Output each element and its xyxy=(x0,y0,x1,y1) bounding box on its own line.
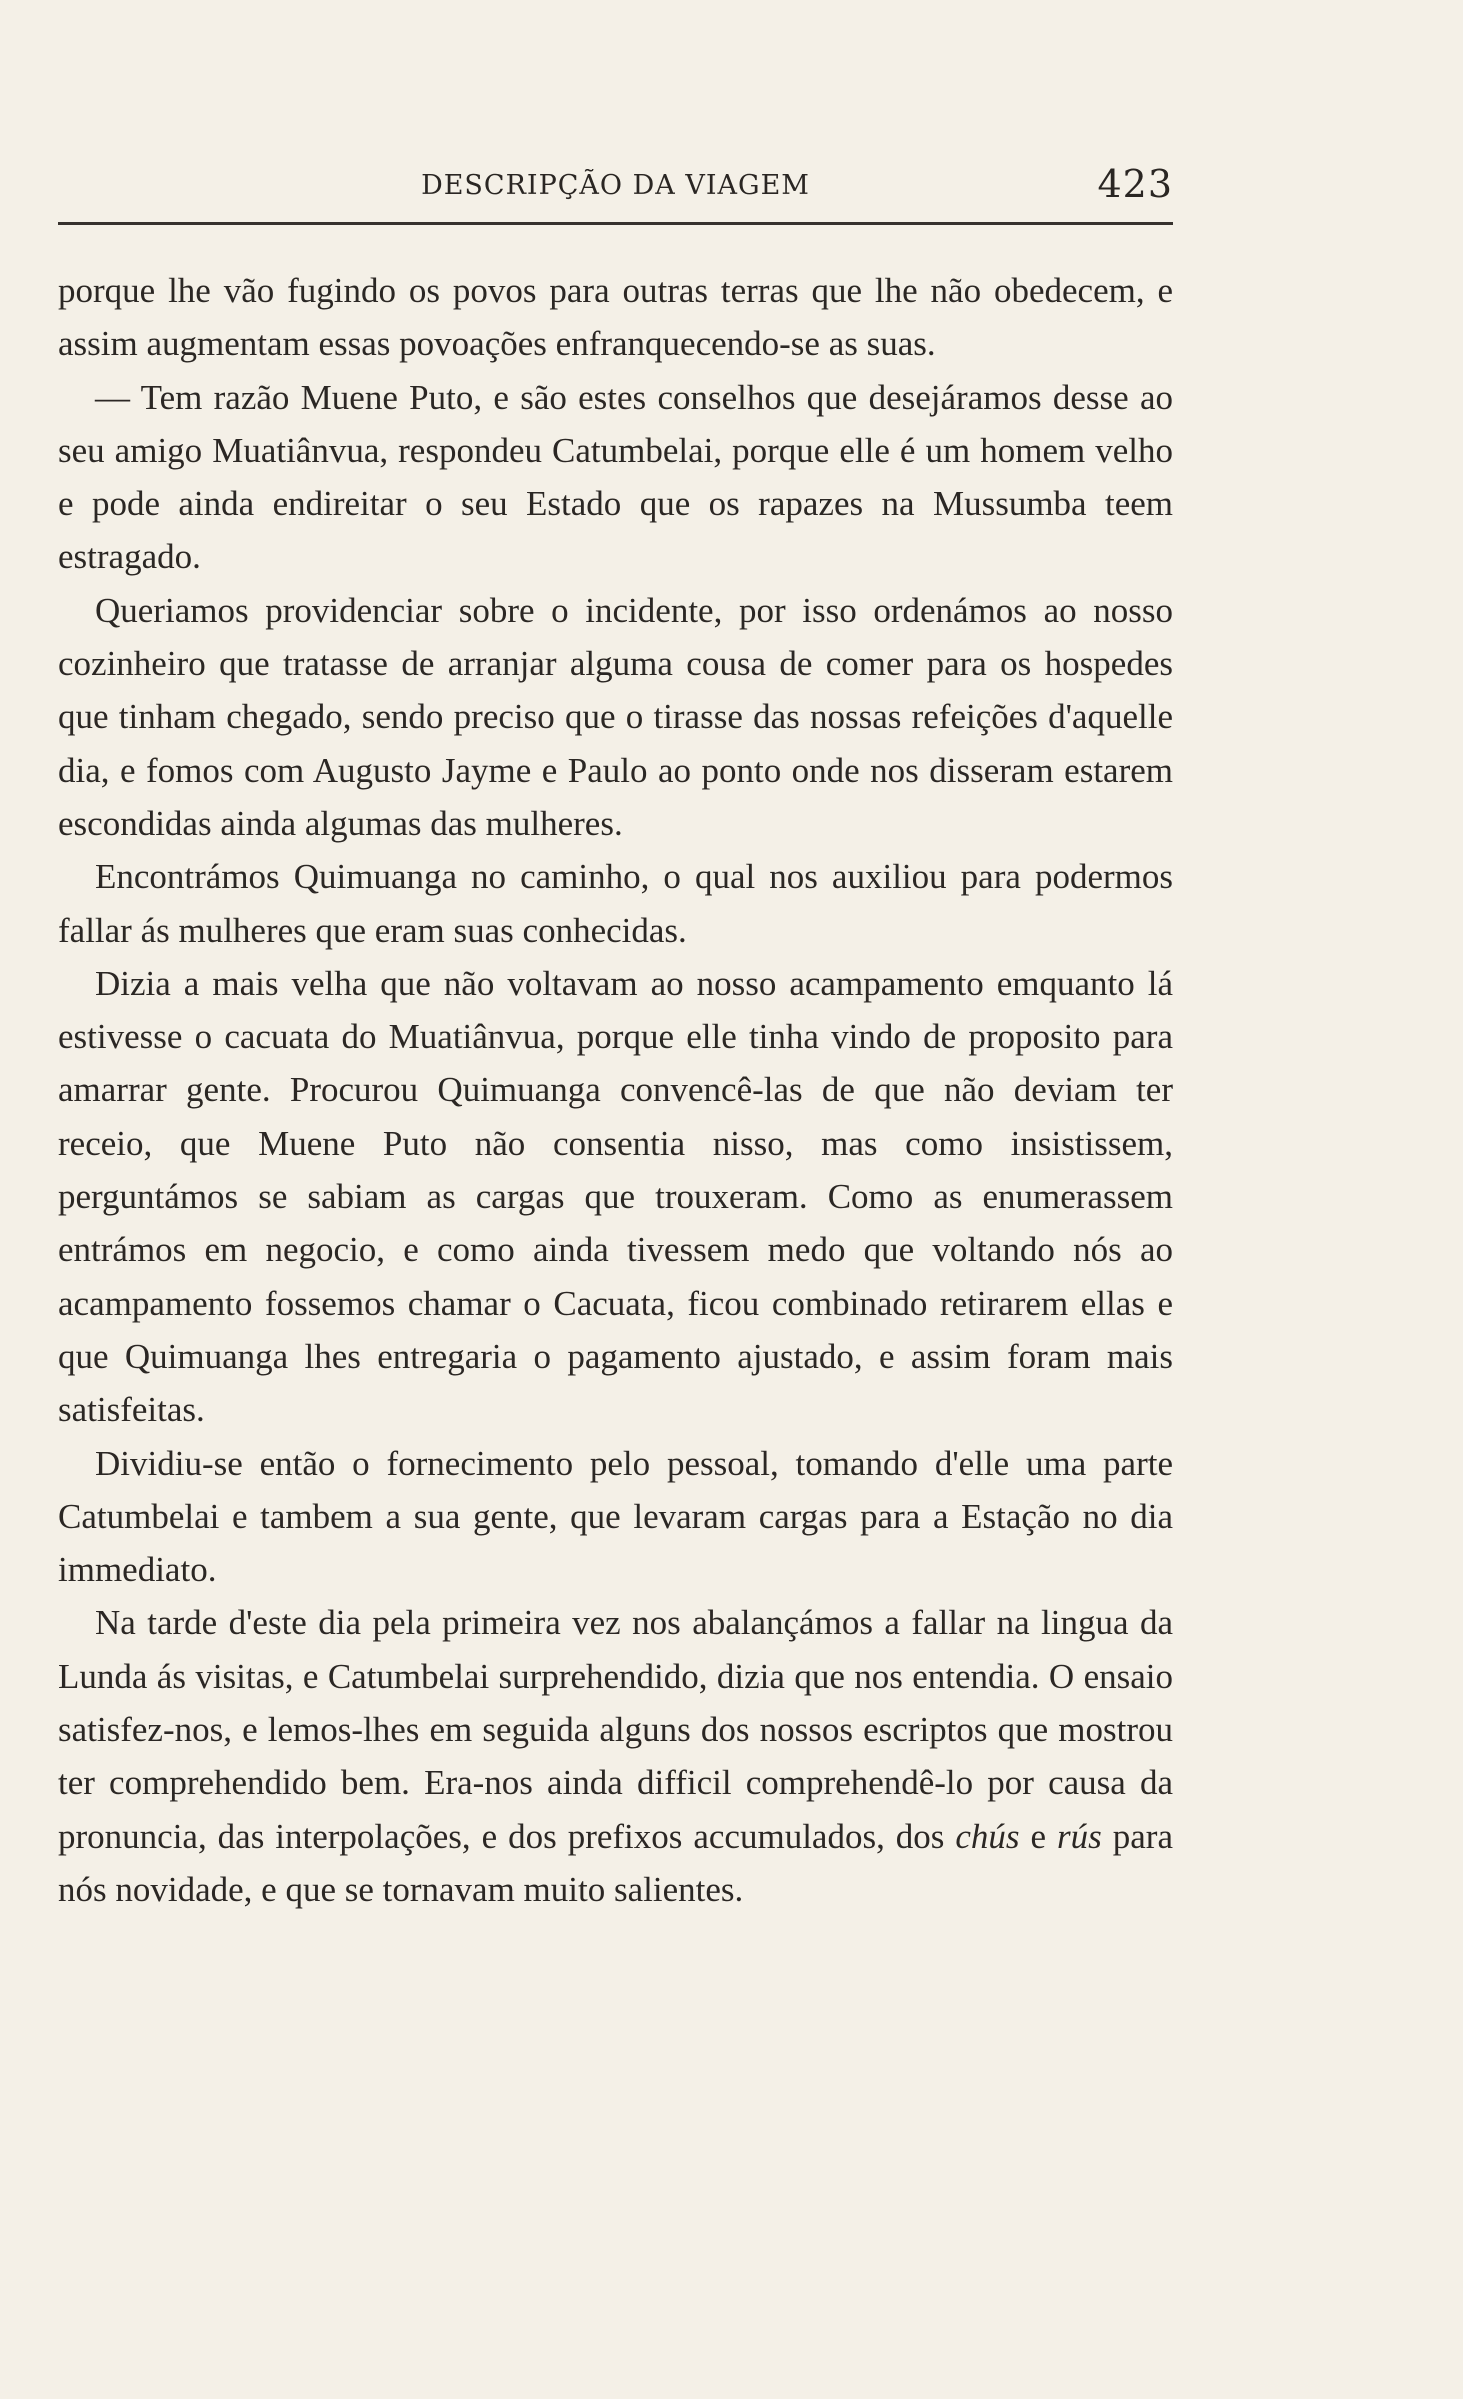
paragraph: Encontrámos Quimuanga no caminho, o qual nos auxiliou para podermos fallar ás mulheres que eram suas conhecidas. xyxy=(58,857,1173,950)
italic-term: rús xyxy=(1057,1816,1102,1856)
italic-term: chús xyxy=(955,1816,1020,1856)
paragraph: Dizia a mais velha que não voltavam ao nosso acampamento emquanto lá estivesse o cacuata do Muatiânvua, porque elle tinha vindo de proposito para amarrar gente. Procurou Quimuanga convencê-las de que não deviam ter receio, que Muene Puto não consentia nisso, mas como insistissem, perguntámos se sabiam as cargas que trouxeram. Como as enumerassem entrámos em negocio, e como ainda tivessem medo que voltando nós ao acampamento fossemos chamar o Cacuata, ficou combinado retirarem ellas e que Quimuanga lhes entregaria o pagamento ajustado, e assim foram mais satisfeitas. xyxy=(58,963,1173,1430)
paragraph: — Tem razão Muene Puto, e são estes conselhos que desejáramos desse ao seu amigo Muatiânvua, respondeu Catumbelai, porque elle é um homem velho e pode ainda endireitar o seu Estado que os rapazes na Mussumba teem estragado. xyxy=(58,377,1173,577)
paragraph: Queriamos providenciar sobre o incidente, por isso ordenámos ao nosso cozinheiro que tratasse de arranjar alguma cousa de comer para os hospedes que tinham chegado, sendo preciso que o tirasse das nossas refeições d'aquelle dia, e fomos com Augusto Jayme e Paulo ao ponto onde nos disseram estarem escondidas ainda algumas das mulheres. xyxy=(58,590,1173,843)
page-header xyxy=(58,158,1173,218)
paragraph xyxy=(58,1596,1173,1916)
paragraph-text: e xyxy=(1019,1816,1058,1856)
paragraph-text: Na tarde d'este dia pela primeira vez nos abalançámos a fallar na lingua da Lunda ás visitas, e Catumbelai surprehendido, dizia que nos entendia. O ensaio satisfez-nos, e lemos-lhes em seguida alguns dos nossos escriptos que mostrou ter comprehendido bem. Era-nos ainda difficil comprehendê-lo por causa da pronuncia, das interpolações, e dos prefixos accumulados, dos xyxy=(58,1603,1173,1856)
header-rule xyxy=(58,222,1173,225)
running-title: DESCRIPÇÃO DA VIAGEM xyxy=(421,170,810,201)
paragraph: Dividiu-se então o fornecimento pelo pessoal, tomando d'elle uma parte Catumbelai e tambem a sua gente, que levaram cargas para a Estação no dia immediato. xyxy=(58,1443,1173,1590)
body-text xyxy=(58,264,1173,1916)
paragraph-text: para nós novidade, e que se tornavam muito salientes. xyxy=(58,1816,1173,1909)
page-number: 423 xyxy=(1097,162,1173,206)
paragraph: porque lhe vão fugindo os povos para outras terras que lhe não obedecem, e assim augmentam essas povoações enfranquecendo-se as suas. xyxy=(58,271,1173,364)
